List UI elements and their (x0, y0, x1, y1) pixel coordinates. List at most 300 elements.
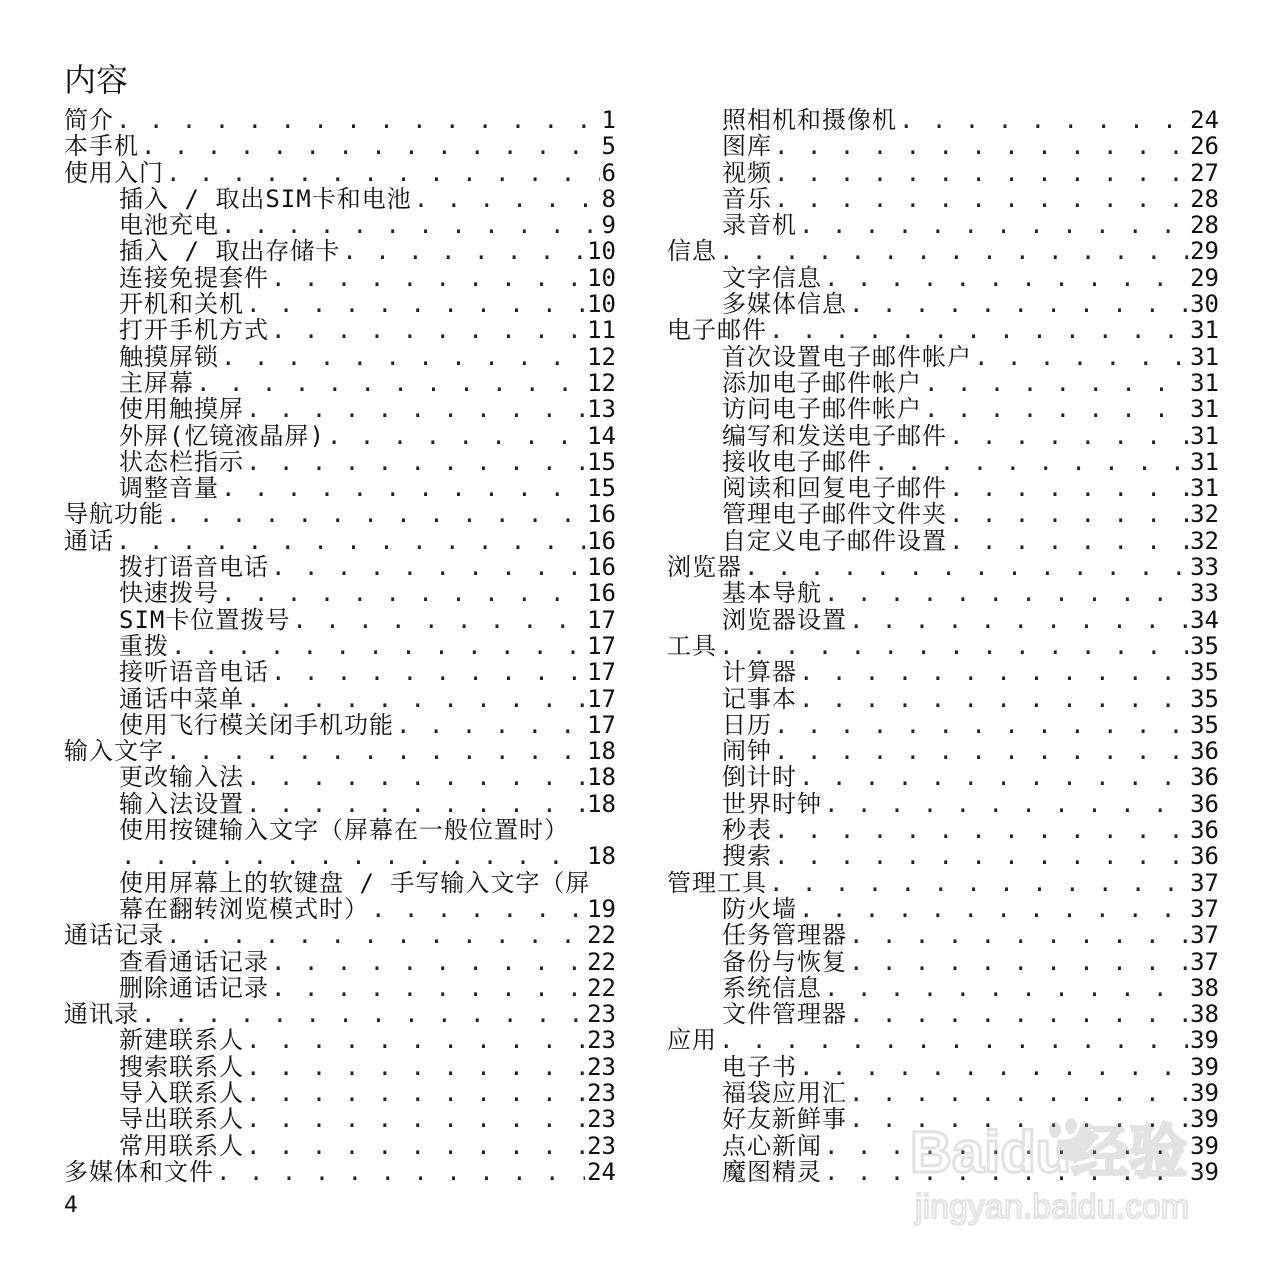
toc-entry (64, 107, 616, 133)
toc-entry (64, 712, 616, 738)
toc-entry-page: 31 (1190, 421, 1219, 450)
toc-entry-page: 23 (587, 1026, 616, 1055)
toc-entry (64, 1133, 616, 1159)
toc-entry-label: 首次设置电子邮件帐户 (722, 342, 972, 371)
dot-leader (271, 317, 585, 343)
toc-entry-page: 39 (1190, 1157, 1219, 1186)
toc-entry (667, 1159, 1219, 1185)
toc-entry-page: 31 (1190, 395, 1219, 424)
dot-leader (769, 317, 1188, 343)
toc-entry-label: 电子邮件 (667, 316, 767, 345)
toc-entry-label: 触摸屏锁 (119, 342, 219, 371)
toc-entry (667, 317, 1219, 343)
toc-entry-page: 31 (1190, 368, 1219, 397)
toc-entry-page: 37 (1190, 894, 1219, 923)
dot-leader (824, 580, 1188, 606)
toc-entry-page: 23 (587, 1000, 616, 1029)
toc-entry-label: 接听语音电话 (119, 658, 269, 687)
dot-leader (719, 633, 1188, 659)
toc-entry (64, 870, 616, 923)
toc-entry (64, 738, 616, 764)
toc-entry-page: 18 (587, 737, 616, 766)
toc-entry-page: 16 (587, 526, 616, 555)
toc-entry (667, 686, 1219, 712)
toc-entry-page: 11 (587, 316, 616, 345)
toc-entry-label: 状态栏指示 (119, 447, 244, 476)
toc-entry-label: 文件管理器 (722, 1000, 847, 1029)
toc-entry-label: 调整音量 (119, 474, 219, 503)
dot-leader (774, 186, 1188, 212)
toc-entry-page: 36 (1190, 816, 1219, 845)
toc-entry-page: 35 (1190, 710, 1219, 739)
dot-leader (246, 1133, 585, 1159)
toc-entry-page: 29 (1190, 237, 1219, 266)
toc-entry-label: 使用触摸屏 (119, 395, 244, 424)
toc-entry-page: 10 (587, 290, 616, 319)
toc-entry-label: 使用屏幕上的软键盘 / 手写输入文字（屏 (119, 868, 591, 897)
toc-entry-label: 通话 (64, 526, 114, 555)
toc-entry-label: 魔图精灵 (722, 1157, 822, 1186)
toc-entry (64, 659, 616, 685)
toc-entry-label: 工具 (667, 631, 717, 660)
toc-entry-page: 39 (1190, 1105, 1219, 1134)
toc-entry (667, 764, 1219, 790)
toc-entry (667, 449, 1219, 475)
toc-entry (667, 133, 1219, 159)
toc-entry (667, 633, 1219, 659)
toc-entry-label: 删除通话记录 (119, 973, 269, 1002)
toc-entry-page: 30 (1190, 290, 1219, 319)
dot-leader (774, 817, 1188, 843)
toc-entry-page: 15 (587, 474, 616, 503)
toc-entry (64, 686, 616, 712)
dot-leader (246, 1080, 585, 1106)
toc-entry-page: 5 (601, 132, 616, 161)
toc-entry-label: 任务管理器 (722, 921, 847, 950)
toc-entry (64, 449, 616, 475)
toc-entry (667, 160, 1219, 186)
toc-entry (64, 501, 616, 527)
dot-leader (799, 212, 1188, 238)
dot-leader (271, 659, 585, 685)
toc-entry (64, 265, 616, 291)
toc-entry-page: 18 (587, 789, 616, 818)
toc-entry (64, 580, 616, 606)
toc-entry (667, 896, 1219, 922)
toc-entry-label: 多媒体和文件 (64, 1157, 214, 1186)
toc-entry (667, 1027, 1219, 1053)
toc-entry-label: 导出联系人 (119, 1105, 244, 1134)
toc-entry (64, 1159, 616, 1185)
toc-entry-page: 36 (1190, 737, 1219, 766)
toc-entry-label: 信息 (667, 237, 717, 266)
dot-leader (824, 1133, 1188, 1159)
toc-entry-label: 点心新闻 (722, 1131, 822, 1160)
toc-entry-page: 22 (587, 947, 616, 976)
toc-entry-label: 计算器 (722, 658, 797, 687)
toc-entry (64, 975, 616, 1001)
dot-leader (774, 160, 1188, 186)
toc-entry-page: 8 (601, 184, 616, 213)
toc-entry-label-continued: 幕在翻转浏览模式时） (119, 894, 369, 923)
toc-entry-page: 28 (1190, 184, 1219, 213)
toc-entry (64, 317, 616, 343)
toc-entry (667, 396, 1219, 422)
toc-entry (64, 528, 616, 554)
dot-leader (327, 423, 585, 449)
toc-entry (667, 291, 1219, 317)
toc-entry-label: 多媒体信息 (722, 290, 847, 319)
toc-entry (64, 791, 616, 817)
toc-entry-page: 31 (1190, 316, 1219, 345)
toc-entry-page: 1 (601, 106, 616, 134)
toc-entry-label: 本手机 (64, 132, 139, 161)
toc-left-column (64, 107, 616, 1185)
toc-entry (667, 475, 1219, 501)
dot-leader (221, 580, 585, 606)
toc-entry-page: 32 (1190, 500, 1219, 529)
toc-entry-label: 福袋应用汇 (722, 1078, 847, 1107)
toc-entry-page: 31 (1190, 474, 1219, 503)
toc-entry (64, 160, 616, 186)
dot-leader (414, 186, 600, 212)
toc-entry-page: 15 (587, 447, 616, 476)
toc-entry-page: 9 (601, 211, 616, 240)
dot-leader (371, 896, 585, 922)
dot-leader (849, 922, 1188, 948)
toc-entry-label: 照相机和摄像机 (722, 106, 897, 134)
dot-leader (221, 212, 600, 238)
toc-entry-page: 16 (587, 500, 616, 529)
toc-entry-label: 更改输入法 (119, 763, 244, 792)
toc-entry-label: 闹钟 (722, 737, 772, 766)
toc-entry-page: 37 (1190, 868, 1219, 897)
toc-entry-label: 记事本 (722, 684, 797, 713)
dot-leader (246, 686, 585, 712)
toc-entry (667, 528, 1219, 554)
dot-leader (246, 396, 585, 422)
toc-entry-page: 38 (1190, 1000, 1219, 1029)
toc-entry-page: 36 (1190, 789, 1219, 818)
toc-entry (667, 554, 1219, 580)
toc-entry-label: 重拨 (119, 631, 169, 660)
toc-entry-page: 10 (587, 237, 616, 266)
dot-leader (949, 528, 1188, 554)
toc-entry-label: 使用飞行模关闭手机功能 (119, 710, 394, 739)
dot-leader (774, 843, 1188, 869)
toc-entry-page: 33 (1190, 579, 1219, 608)
dot-leader (271, 975, 585, 1001)
dot-leader (166, 501, 585, 527)
toc-entry (667, 975, 1219, 1001)
toc-entry (667, 949, 1219, 975)
toc-entry-page: 35 (1190, 684, 1219, 713)
toc-entry-label: 通话记录 (64, 921, 164, 950)
toc-entry (667, 501, 1219, 527)
toc-entry (64, 344, 616, 370)
toc-entry-label: 简介 (64, 106, 114, 134)
toc-entry-label: 拨打语音电话 (119, 553, 269, 582)
dot-leader (769, 870, 1188, 896)
dot-leader (899, 107, 1188, 133)
dot-leader (271, 554, 585, 580)
toc-entry-page: 31 (1190, 342, 1219, 371)
toc-entry (667, 212, 1219, 238)
toc-entry-label: 管理电子邮件文件夹 (722, 500, 947, 529)
toc-entry-page: 17 (587, 658, 616, 687)
dot-leader (166, 160, 600, 186)
dot-leader (774, 712, 1188, 738)
toc-entry-label: 电子书 (722, 1052, 797, 1081)
toc-entry-page: 17 (587, 684, 616, 713)
toc-entry-label: 秒表 (722, 816, 772, 845)
toc-entry-label: 好友新鲜事 (722, 1105, 847, 1134)
dot-leader (799, 896, 1188, 922)
dot-leader (196, 370, 585, 396)
toc-entry-page: 22 (587, 973, 616, 1002)
toc-entry (64, 423, 616, 449)
toc-entry-label: 电池充电 (119, 211, 219, 240)
dot-leader (166, 922, 585, 948)
dot-leader (824, 265, 1188, 291)
toc-entry (64, 291, 616, 317)
toc-entry (64, 370, 616, 396)
dot-leader (116, 528, 585, 554)
toc-entry-page: 18 (587, 763, 616, 792)
toc-entry-label: 主屏幕 (119, 368, 194, 397)
dot-leader (246, 1054, 585, 1080)
toc-entry-label: 通话中菜单 (119, 684, 244, 713)
toc-entry (667, 712, 1219, 738)
toc-entry (64, 922, 616, 948)
toc-entry (64, 1001, 616, 1027)
toc-entry-label: 防火墙 (722, 894, 797, 923)
dot-leader (271, 265, 585, 291)
toc-entry-page: 18 (587, 842, 616, 871)
toc-entry-page: 17 (587, 631, 616, 660)
toc-entry-label: 倒计时 (722, 763, 797, 792)
dot-leader (216, 1159, 585, 1185)
toc-entry-page: 23 (587, 1105, 616, 1134)
toc-entry-label: 音乐 (722, 184, 772, 213)
toc-entry-label: 录音机 (722, 211, 797, 240)
toc-entry (64, 817, 616, 870)
dot-leader (799, 659, 1188, 685)
toc-entry-page: 23 (587, 1131, 616, 1160)
toc-entry (64, 396, 616, 422)
watermark-brand-text: Baidu经验 (910, 1120, 1188, 1185)
toc-entry-page: 36 (1190, 763, 1219, 792)
toc-entry-label: 通讯录 (64, 1000, 139, 1029)
toc-entry (64, 633, 616, 659)
toc-entry-label: 插入 / 取出存储卡 (119, 237, 341, 266)
toc-entry (64, 212, 616, 238)
toc-entry-label: 文字信息 (722, 263, 822, 292)
toc-entry (667, 922, 1219, 948)
toc-entry-label: 世界时钟 (722, 789, 822, 818)
toc-entry-page: 12 (587, 368, 616, 397)
toc-entry-page: 16 (587, 579, 616, 608)
toc-entry (64, 1080, 616, 1106)
dot-leader (166, 738, 585, 764)
toc-entry (667, 738, 1219, 764)
toc-entry (64, 764, 616, 790)
dot-leader (799, 686, 1188, 712)
toc-entry-label: 浏览器设置 (722, 605, 847, 634)
dot-leader (849, 1080, 1188, 1106)
toc-entry-label: 导航功能 (64, 500, 164, 529)
toc-entry-label: 管理工具 (667, 868, 767, 897)
toc-entry (667, 344, 1219, 370)
toc-entry-page: 12 (587, 342, 616, 371)
dot-leader (246, 1027, 585, 1053)
toc-entry-label: 搜索 (722, 842, 772, 871)
toc-entry-label: 插入 / 取出SIM卡和电池 (119, 184, 412, 213)
toc-entry-label: 应用 (667, 1026, 717, 1055)
toc-entry-label: 常用联系人 (119, 1131, 244, 1160)
dot-leader (849, 1106, 1188, 1132)
toc-entry (64, 554, 616, 580)
toc-entry-page: 39 (1190, 1131, 1219, 1160)
toc-entry-label: 外屏(忆镜液晶屏) (119, 421, 325, 450)
toc-entry-page: 31 (1190, 447, 1219, 476)
toc-entry-page: 24 (587, 1157, 616, 1186)
dot-leader (924, 370, 1188, 396)
toc-entry-label: 接收电子邮件 (722, 447, 872, 476)
dot-leader (719, 1027, 1188, 1053)
toc-entry (667, 238, 1219, 264)
toc-entry-label: 输入法设置 (119, 789, 244, 818)
toc-entry (667, 607, 1219, 633)
dot-leader (974, 344, 1188, 370)
toc-entry (667, 870, 1219, 896)
toc-entry-page: 27 (1190, 158, 1219, 187)
toc-entry (64, 949, 616, 975)
toc-entry-label: 日历 (722, 710, 772, 739)
dot-leader (719, 238, 1188, 264)
toc-entry-page: 35 (1190, 631, 1219, 660)
dot-leader (396, 712, 585, 738)
toc-entry-label: 编写和发送电子邮件 (722, 421, 947, 450)
toc-entry (667, 186, 1219, 212)
toc-entry-page: 34 (1190, 605, 1219, 634)
dot-leader (744, 554, 1188, 580)
toc-entry (64, 1027, 616, 1053)
toc-entry-page: 22 (587, 921, 616, 950)
toc-entry-label: 开机和关机 (119, 290, 244, 319)
toc-entry-continuation (119, 896, 616, 922)
toc-entry (667, 1054, 1219, 1080)
toc-entry (667, 659, 1219, 685)
dot-leader (171, 633, 585, 659)
toc-entry-label: 阅读和回复电子邮件 (722, 474, 947, 503)
toc-entry-label: 访问电子邮件帐户 (722, 395, 922, 424)
toc-entry-page: 38 (1190, 973, 1219, 1002)
toc-entry-page: 26 (1190, 132, 1219, 161)
watermark-url-text: jingyan.baidu.com (915, 1188, 1190, 1226)
dot-leader (799, 1054, 1188, 1080)
toc-entry-label: 快速拨号 (119, 579, 219, 608)
toc-entry-label: 浏览器 (667, 553, 742, 582)
toc-entry-page: 17 (587, 710, 616, 739)
toc-entry (667, 817, 1219, 843)
toc-entry (667, 1080, 1219, 1106)
toc-entry-label: 添加电子邮件帐户 (722, 368, 922, 397)
dot-leader (121, 843, 585, 869)
toc-entry-label: 基本导航 (722, 579, 822, 608)
dot-leader (246, 1106, 585, 1132)
toc-entry-label: 新建联系人 (119, 1026, 244, 1055)
toc-entry (64, 1054, 616, 1080)
dot-leader (116, 107, 600, 133)
toc-entry-page: 39 (1190, 1078, 1219, 1107)
toc-entry-page: 37 (1190, 947, 1219, 976)
toc-entry-label: 搜索联系人 (119, 1052, 244, 1081)
toc-entry (667, 423, 1219, 449)
dot-leader (774, 738, 1188, 764)
toc-entry (667, 265, 1219, 291)
toc-entry-page: 16 (587, 553, 616, 582)
toc-entry-page: 33 (1190, 553, 1219, 582)
dot-leader (849, 607, 1188, 633)
toc-entry-label: 备份与恢复 (722, 947, 847, 976)
toc-entry (667, 1133, 1219, 1159)
toc-entry (667, 370, 1219, 396)
toc-entry-label: 打开手机方式 (119, 316, 269, 345)
toc-entry-label: 使用入门 (64, 158, 164, 187)
dot-leader (246, 291, 585, 317)
dot-leader (141, 133, 600, 159)
dot-leader (824, 791, 1188, 817)
dot-leader (874, 449, 1188, 475)
toc-entry (64, 186, 616, 212)
dot-leader (292, 607, 585, 633)
toc-entry-label: 自定义电子邮件设置 (722, 526, 947, 555)
toc-entry (667, 791, 1219, 817)
toc-entry-page: 39 (1190, 1052, 1219, 1081)
dot-leader (849, 1001, 1188, 1027)
toc-entry-page: 32 (1190, 526, 1219, 555)
toc-entry-page: 36 (1190, 842, 1219, 871)
dot-leader (924, 396, 1188, 422)
toc-entry (667, 580, 1219, 606)
toc-entry-page: 23 (587, 1078, 616, 1107)
toc-entry-label: 视频 (722, 158, 772, 187)
toc-entry-continuation (119, 843, 616, 869)
dot-leader (271, 949, 585, 975)
toc-entry-label: 连接免提套件 (119, 263, 269, 292)
toc-entry-page: 10 (587, 263, 616, 292)
toc-entry-page: 37 (1190, 921, 1219, 950)
toc-entry-page: 28 (1190, 211, 1219, 240)
dot-leader (221, 344, 585, 370)
dot-leader (824, 975, 1188, 1001)
toc-entry (667, 1106, 1219, 1132)
dot-leader (824, 1159, 1188, 1185)
dot-leader (949, 475, 1188, 501)
toc-entry (64, 1106, 616, 1132)
toc-entry (667, 107, 1219, 133)
dot-leader (849, 291, 1188, 317)
dot-leader (849, 949, 1188, 975)
toc-entry (64, 607, 616, 633)
toc-entry (64, 133, 616, 159)
toc-entry-page: 14 (587, 421, 616, 450)
dot-leader (342, 238, 585, 264)
toc-entry-page: 24 (1190, 106, 1219, 134)
dot-leader (221, 475, 585, 501)
dot-leader (246, 764, 585, 790)
